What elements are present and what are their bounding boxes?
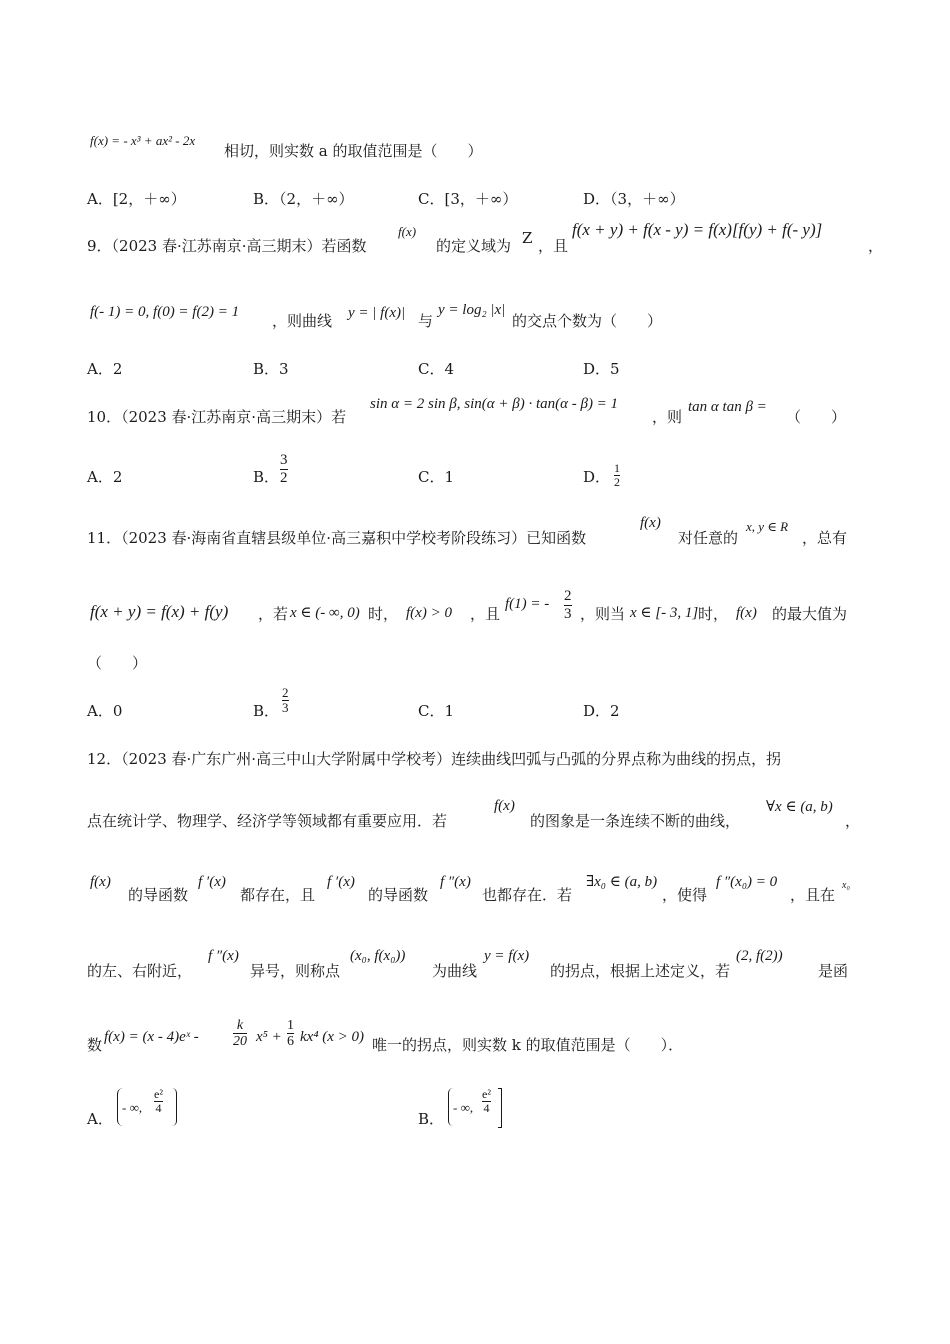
q11-when2: 时， (698, 605, 729, 623)
q11-option-b: B． (253, 702, 280, 720)
q12-l3-a: 的导函数 (128, 886, 189, 904)
q8-text: 相切，则实数 a 的取值范围是（ ） (224, 142, 483, 160)
q9-option-a: A．2 (87, 360, 123, 378)
q9-curve-text: ，则曲线 (272, 312, 333, 330)
fraction-denominator: 2 (280, 469, 288, 486)
fraction-denominator: 2 (614, 475, 620, 490)
q10-condition: sin α = 2 sin β, sin(α + β) · tan(α - β) = 1 (370, 396, 619, 412)
q12-l3-fp: f ′(x) (198, 874, 226, 890)
q9-comma: ， (868, 237, 884, 255)
q12-func: f(x) = (x - 4)eˣ - (104, 1029, 199, 1045)
q12-option-b-interval: - ∞, (453, 1100, 474, 1115)
q9-fx: f(x) (398, 224, 417, 239)
q9-curve2: y = log₂ |x| (438, 302, 506, 318)
q12-point: (x₀, f(x₀)) (350, 948, 406, 964)
q9-with: 与 (418, 312, 434, 330)
fraction-denominator: 4 (155, 1101, 162, 1116)
q11-interval2: x ∈ [- 3, 1] (630, 605, 699, 621)
fraction-numerator: 1 (287, 1018, 294, 1033)
fraction-numerator: 3 (280, 452, 288, 468)
q12-curve: y = f(x) (484, 948, 530, 964)
q12-l3-e: ，使得 (662, 886, 708, 904)
q10-option-d-fraction (614, 462, 620, 489)
q11-max-fx: f(x) (736, 605, 757, 621)
q9-and: ，且 (538, 237, 569, 255)
q9-values: f(- 1) = 0, f(0) = f(2) = 1 (90, 304, 240, 320)
fraction-numerator: 2 (564, 588, 572, 604)
q11-then-when: ，则当 (580, 605, 626, 623)
q10-option-a: A．2 (87, 468, 123, 486)
q12-l4-c: 为曲线 (432, 962, 478, 980)
q11-f1-fraction (564, 588, 572, 622)
q11-any: 对任意的 (678, 529, 739, 547)
q12-option-b-right-bracket (498, 1088, 502, 1128)
q9-prefix: 9．（2023 春·江苏南京·高三期末）若函数 (87, 237, 367, 255)
q12-pt2: (2, f(2)) (736, 948, 783, 964)
fraction-denominator: 6 (287, 1034, 294, 1050)
q11-xy: x, y ∈ R (746, 519, 789, 534)
q11-option-d: D．2 (583, 702, 620, 720)
q9-option-b: B．3 (253, 360, 289, 378)
q12-forall: ∀x ∈ (a, b) (766, 799, 833, 815)
fraction-numerator: 2 (282, 685, 289, 700)
q8-option-a: A．[2，＋∞） (87, 190, 186, 208)
q12-l4-b: 异号，则称点 (250, 962, 341, 980)
q12-l4-a: 的左、右附近， (87, 962, 193, 980)
q12-l4-e: 是函 (818, 962, 849, 980)
q12-l4-fpp: f ″(x) (208, 948, 239, 964)
q12-x0: x₀ (842, 880, 850, 891)
q12-l3-b: 都存在，且 (240, 886, 316, 904)
q11-option-c: C．1 (418, 702, 455, 720)
fraction-numerator: e² (482, 1087, 491, 1101)
fraction-denominator: 20 (233, 1034, 247, 1050)
fraction-denominator: 3 (564, 605, 572, 622)
q11-always: ，总有 (802, 529, 848, 547)
q12-l3-fp2: f ′(x) (327, 874, 355, 890)
q12-exists: ∃x₀ ∈ (a, b) (586, 874, 658, 890)
fraction-numerator: e² (154, 1087, 163, 1101)
q9-equation: f(x + y) + f(x - y) = f(x)[f(y) + f(- y)] (572, 220, 823, 239)
q12-x5: x⁵ + (256, 1029, 282, 1045)
q12-line2b: 的图象是一条连续不断的曲线， (530, 812, 741, 830)
q11-if: ，若 (258, 605, 289, 623)
q9-tail: 的交点个数为（ ） (512, 312, 663, 330)
q8-formula: f(x) = - x³ + ax² - 2x (90, 133, 196, 148)
q12-fpp0: f ″(x₀) = 0 (716, 874, 778, 890)
q12-k20-fraction (233, 1018, 247, 1050)
q12-l3-c: 的导函数 (368, 886, 429, 904)
q8-option-c: C．[3，＋∞） (418, 190, 518, 208)
q12-l5-a: 数 (87, 1036, 103, 1054)
q12-fx: f(x) (494, 798, 515, 814)
q9-z: Z (522, 229, 533, 247)
q12-option-a-right-paren (172, 1088, 177, 1126)
q11-prefix: 11．（2023 春·海南省直辖县级单位·高三嘉积中学校考阶段练习）已知函数 (87, 529, 587, 547)
q12-l5-b: 唯一的拐点，则实数 k 的取值范围是（ ）． (372, 1036, 684, 1054)
q10-target: tan α tan β = (688, 399, 767, 415)
q10-then: ，则 (652, 408, 683, 426)
q9-option-c: C．4 (418, 360, 455, 378)
q11-option-a: A．0 (87, 702, 123, 720)
q12-l3-d: 也都存在．若 (482, 886, 573, 904)
q10-paren: （ ） (786, 408, 847, 426)
q11-pos: f(x) > 0 (406, 605, 452, 621)
q11-max-text: 的最大值为 (772, 605, 848, 623)
q10-option-c: C．1 (418, 468, 455, 486)
q12-option-a-label: A． (87, 1110, 113, 1128)
q12-line2a: 点在统计学、物理学、经济学等领域都有重要应用．若 (87, 812, 448, 830)
q8-option-d: D．（3，＋∞） (583, 190, 685, 208)
q12-kx4: kx⁴ (x > 0) (300, 1029, 365, 1045)
fraction-denominator: 3 (282, 700, 289, 716)
q11-paren: （ ） (87, 654, 148, 672)
q12-l3-fpp: f ″(x) (440, 874, 471, 890)
q12-option-b-fraction (482, 1088, 491, 1115)
q11-option-b-fraction (282, 686, 289, 716)
q12-l4-d: 的拐点，根据上述定义，若 (550, 962, 731, 980)
fraction-numerator: k (236, 1018, 244, 1033)
q12-option-b-label: B． (418, 1110, 445, 1128)
fraction-numerator: 1 (614, 461, 620, 475)
q10-option-b: B． (253, 468, 280, 486)
q12-l3-f: ，且在 (790, 886, 836, 904)
q11-and: ，且 (470, 605, 501, 623)
q9-curve1: y = | f(x)| (348, 305, 406, 321)
q11-when: 时， (368, 605, 399, 623)
q12-l3-fx: f(x) (90, 874, 111, 890)
q10-option-d: D． (583, 468, 611, 486)
q11-fx: f(x) (640, 515, 661, 531)
q12-option-a-fraction (154, 1088, 163, 1115)
q12-option-a-interval: - ∞, (122, 1100, 143, 1115)
q10-prefix: 10．（2023 春·江苏南京·高三期末）若 (87, 408, 347, 426)
q8-option-b: B．（2，＋∞） (253, 190, 354, 208)
q11-f1: f(1) = - (505, 596, 550, 612)
q11-eq: f(x + y) = f(x) + f(y) (90, 602, 229, 621)
q10-option-b-fraction (280, 452, 288, 486)
q12-line1: 12．（2023 春·广东广州·高三中山大学附属中学校考）连续曲线凹弧与凸弧的分界点称为曲线的拐点，拐 (87, 750, 782, 768)
q11-interval: x ∈ (- ∞, 0) (290, 605, 360, 621)
q9-option-d: D．5 (583, 360, 620, 378)
q12-s6-fraction (287, 1018, 294, 1050)
fraction-denominator: 4 (483, 1101, 490, 1116)
q12-comma: ， (845, 812, 861, 830)
q9-mid: 的定义域为 (436, 237, 512, 255)
